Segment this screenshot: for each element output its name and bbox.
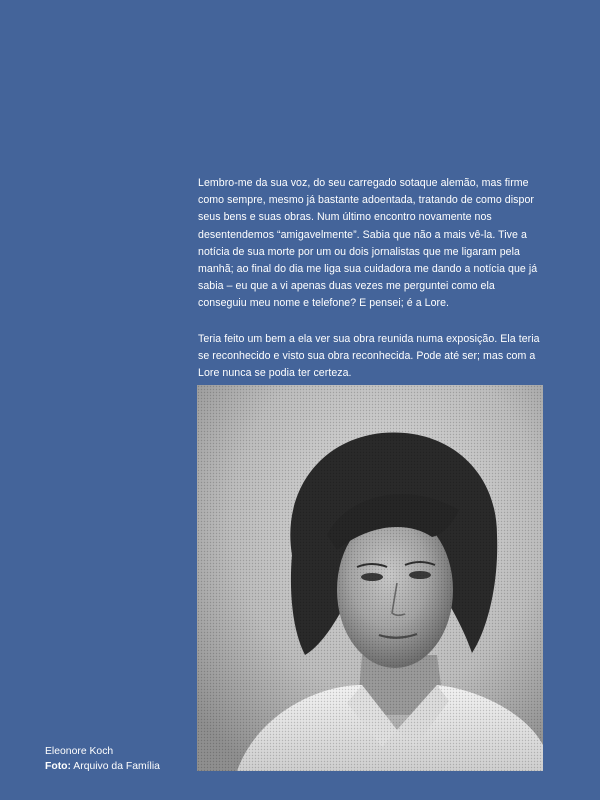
caption-credit-text: Arquivo da Família bbox=[73, 760, 160, 772]
photo-caption bbox=[45, 745, 160, 774]
portrait-photo bbox=[197, 385, 543, 771]
article-body bbox=[198, 175, 543, 400]
caption-name: Eleonore Koch bbox=[45, 746, 114, 757]
halftone-texture bbox=[197, 385, 543, 771]
article-paragraph-2: Teria feito um bem a ela ver sua obra reunida numa exposição. Ela teria se reconhecido e visto sua obra reconhecida. Pode até ser; mas com a Lore nunca se podia ter certeza. bbox=[198, 332, 540, 380]
article-paragraph-1: Lembro-me da sua voz, do seu carregado sotaque alemão, mas firme como sempre, mesmo já bastante adoentada, tratando de como dispor seus bens e suas obras. Num último encontro novamente nos desentendemos “amigavelmente”. Sabia que não a mais vê-la. Tive a notícia de sua morte por um ou dois jornalistas que me ligaram pela manhã; ao final do dia me liga sua cuidadora me dando a notícia que já sabia – eu que a vi apenas duas vezes me perguntei como ela conseguiu meu nome e telefone? E pensei; é a Lore. bbox=[198, 177, 538, 310]
caption-credit bbox=[45, 760, 160, 775]
caption-credit-label: Foto: bbox=[45, 760, 71, 772]
